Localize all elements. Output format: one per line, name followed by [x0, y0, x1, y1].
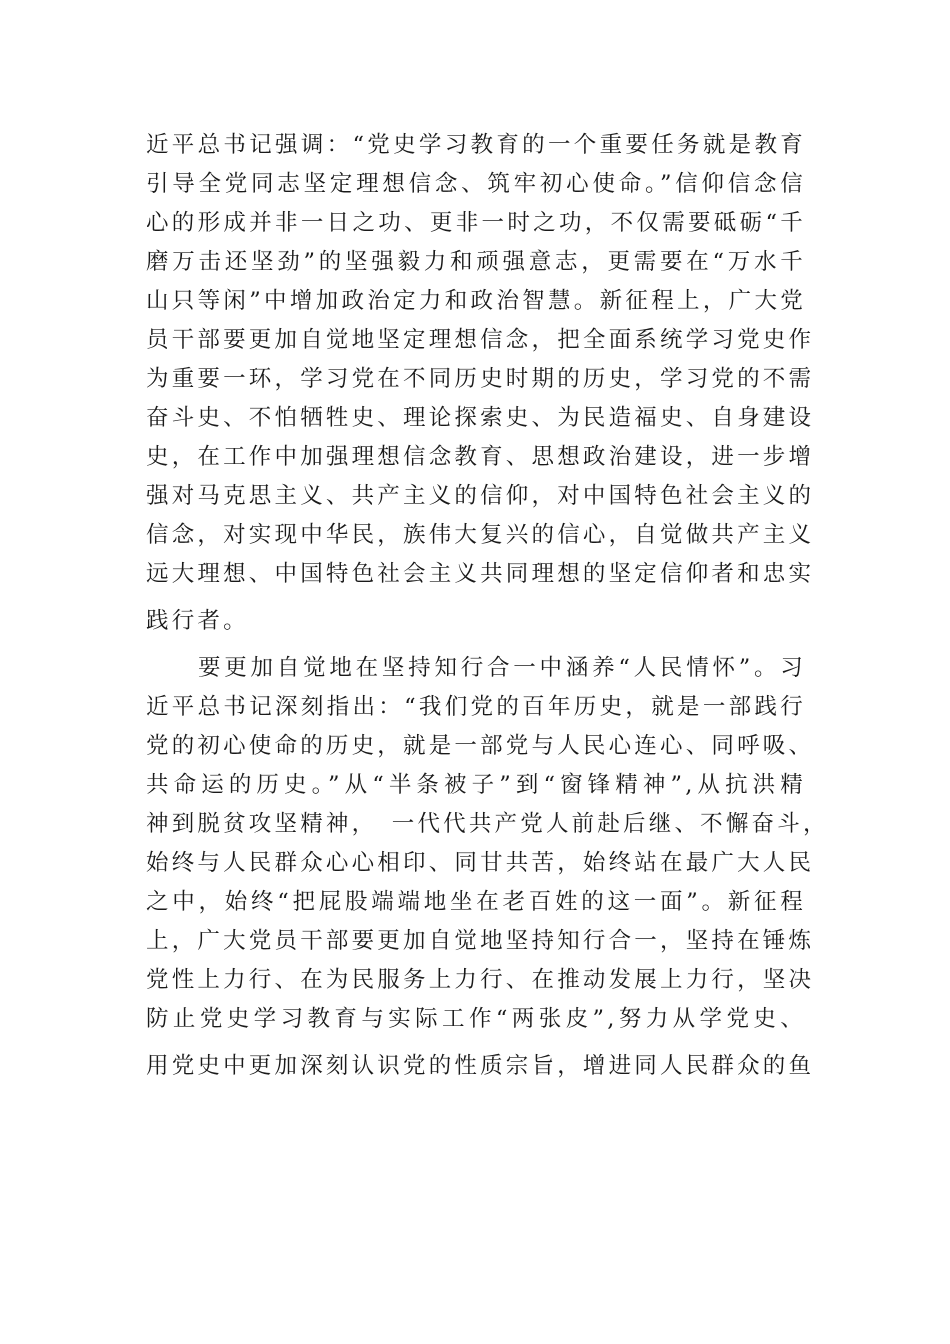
- paragraph-line: 要更加自觉地在坚持知行合一中涵养“人民情怀”。习: [198, 655, 806, 681]
- paragraph-line: 员干部要更加自觉地坚定理想信念，把全面系统学习党史作: [146, 327, 815, 353]
- paragraph-line: 磨万击还坚劲”的坚强毅力和顽强意志，更需要在“万水千: [146, 249, 806, 275]
- paragraph-2: [146, 649, 829, 1086]
- paragraph-line: 为重要一环，学习党在不同历史时期的历史，学习党的不需: [146, 366, 815, 392]
- paragraph-line: 近平总书记深刻指出：“我们党的百年历史，就是一部践行: [146, 694, 806, 720]
- paragraph-line: 引导全党同志坚定理想信念、筑牢初心使命。”信仰信念信: [146, 171, 806, 197]
- paragraph-line: 党性上力行、在为民服务上力行、在推动发展上力行，坚决: [146, 967, 815, 993]
- paragraph-line: 信念，对实现中华民，族伟大复兴的信心，自觉做共产主义: [146, 522, 815, 548]
- paragraph-line: 共命运的历史。”从“半条被子”到“窗锋精神”,从抗洪精: [146, 772, 806, 798]
- paragraph-line: 上，广大党员干部要更加自觉地坚持知行合一，坚持在锤炼: [146, 928, 815, 954]
- paragraph-line: 用党史中更加深刻认识党的性质宗旨，增进同人民群众的鱼: [146, 1053, 815, 1079]
- paragraph-line: 强对马克思主义、共产主义的信仰，对中国特色社会主义的: [146, 483, 815, 509]
- paragraph-line: 山只等闲”中增加政治定力和政治智慧。新征程上，广大党: [146, 288, 806, 314]
- paragraph-line: 心的形成并非一日之功、更非一时之功，不仅需要砥砺“千: [146, 210, 806, 236]
- paragraph-line: 之中，始终“把屁股端端地坐在老百姓的这一面”。新征程: [146, 889, 806, 915]
- paragraph-line: 党的初心使命的历史，就是一部党与人民心连心、同呼吸、: [146, 733, 815, 759]
- paragraph-line: 远大理想、中国特色社会主义共同理想的坚定信仰者和忠实: [146, 561, 815, 587]
- paragraph-line: 始终与人民群众心心相印、同甘共苦，始终站在最广大人民: [146, 850, 815, 876]
- paragraph-line: 近平总书记强调：“党史学习教育的一个重要任务就是教育: [146, 132, 806, 158]
- paragraph-line: 奋斗史、不怕牺牲史、理论探索史、为民造福史、自身建设: [146, 405, 815, 431]
- paragraph-line: 史，在工作中加强理想信念教育、思想政治建设，进一步增: [146, 444, 815, 470]
- paragraph-line: 践行者。: [146, 608, 249, 634]
- paragraph-line: 神到脱贫攻坚精神， 一代代共产党人前赴后继、不懈奋斗，: [146, 811, 829, 837]
- paragraph-line: 防止党史学习教育与实际工作“两张皮”,努力从学党史、: [146, 1006, 806, 1032]
- paragraph-1: [146, 126, 815, 641]
